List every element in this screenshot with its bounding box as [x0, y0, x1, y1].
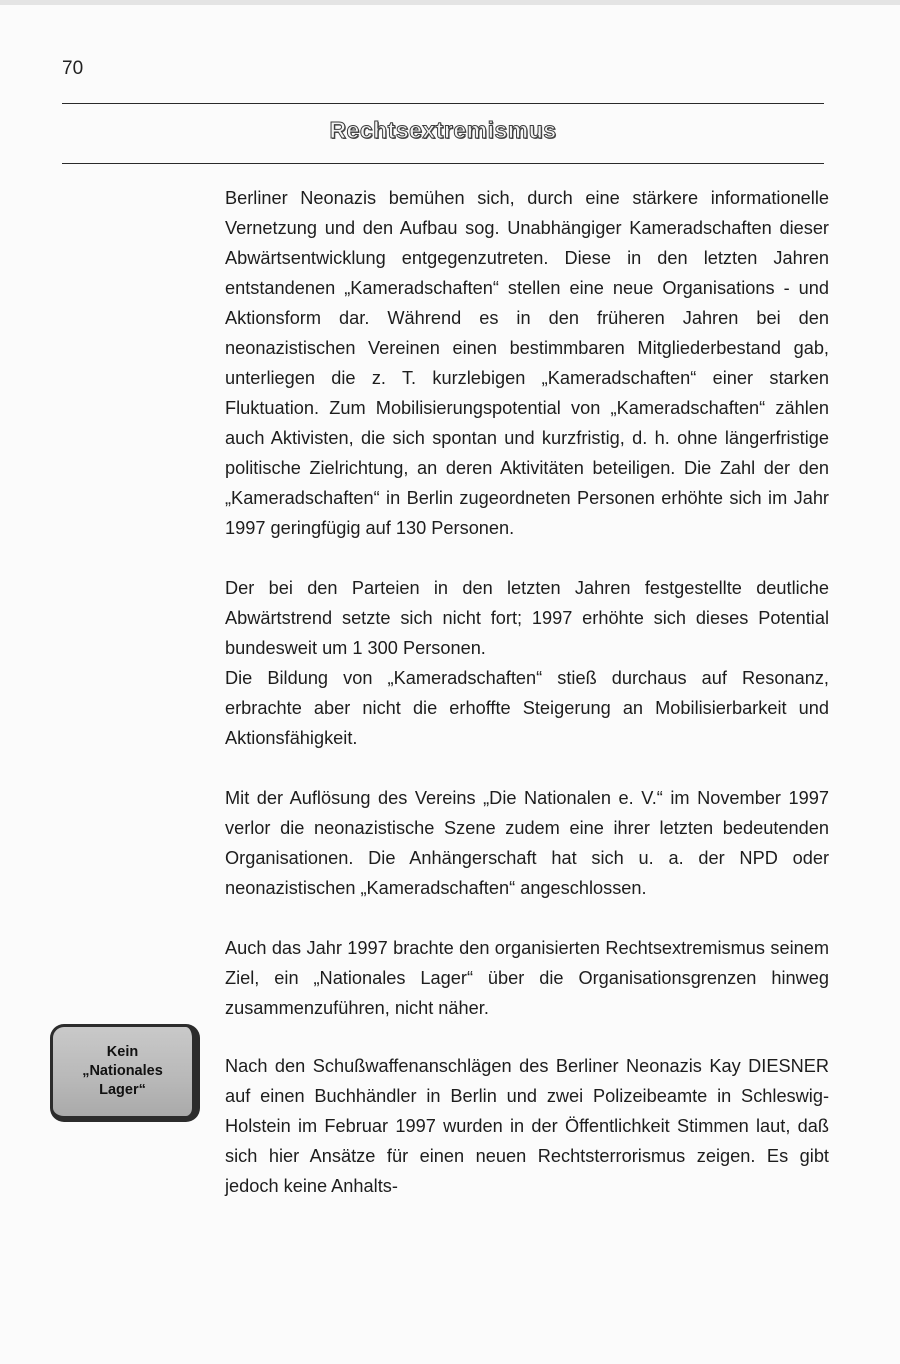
paragraph-resonanz: Die Bildung von „Kameradschaften“ stieß durchaus auf Resonanz, erbrachte aber nicht die erhoffte Steigerung an Mobilisierbarkeit und Aktionsfähigkeit.	[225, 668, 829, 748]
page-top-edge	[0, 0, 900, 5]
header-rule-bottom	[62, 163, 824, 164]
page-number: 70	[62, 58, 84, 79]
paragraph-nationales-lager: Auch das Jahr 1997 brachte den organisierten Rechtsextremismus seinem Ziel, ein „Nationales Lager“ über die Organisationsgrenzen hinweg zusammenzuführen, nicht näher.	[225, 938, 829, 1018]
margin-note-line-1: Kein	[106, 1044, 139, 1060]
body-text	[225, 183, 829, 1201]
margin-note-line-3: Lager“	[99, 1082, 146, 1098]
header-rule-top	[62, 103, 824, 104]
paragraph-parteien: Der bei den Parteien in den letzten Jahren festgestellte deutliche Abwärtstrend setzte sich nicht fort; 1997 erhöhte sich dieses Potential bundesweit um 1 300 Personen.	[225, 578, 829, 658]
paragraph-aufloesung: Mit der Auflösung des Vereins „Die Nationalen e. V.“ im November 1997 verlor die neonazistische Szene zudem eine ihrer letzten bedeutenden Organisationen. Die Anhängerschaft hat sich u. a. der NPD oder neonazistischen „Kameradschaften“ angeschlossen.	[225, 788, 829, 898]
margin-note-box	[50, 1024, 200, 1122]
paragraph-diesner: Nach den Schußwaffenanschlägen des Berliner Neonazis Kay DIESNER auf einen Buchhändler in Berlin und zwei Polizeibeamte in Schleswig-Holstein im Februar 1997 wurden in der Öffentlichkeit Stimmen laut, daß sich hier Ansätze für einen neuen Rechtsterrorismus zeigen. Es gibt jedoch keine Anhalts-	[225, 1056, 829, 1196]
paragraph-kameradschaften: Berliner Neonazis bemühen sich, durch eine stärkere informationelle Vernetzung und den Aufbau sog. Unabhängiger Kameradschaften dieser Abwärtsentwicklung entgegenzutreten. Diese in den letzten Jahren entstandenen „Kameradschaften“ stellen eine neue Organisations - und Aktionsform dar. Während es in den früheren Jahren bei den neonazistischen Vereinen einen bestimmbaren Mitgliederbestand gab, unterliegen die z. T. kurzlebigen „Kameradschaften“ einer starken Fluktuation. Zum Mobilisierungspotential von „Kameradschaften“ zählen auch Aktivisten, die sich spontan und kurzfristig, d. h. ohne längerfristige politische Zielrichtung, an deren Aktivitäten beteiligen. Die Zahl der den „Kameradschaften“ in Berlin zugeordneten Personen erhöhte sich im Jahr 1997 geringfügig auf 130 Personen.	[225, 188, 829, 538]
margin-note-line-2: „Nationales	[82, 1063, 163, 1079]
running-head: Rechtsextremismus	[329, 117, 557, 143]
